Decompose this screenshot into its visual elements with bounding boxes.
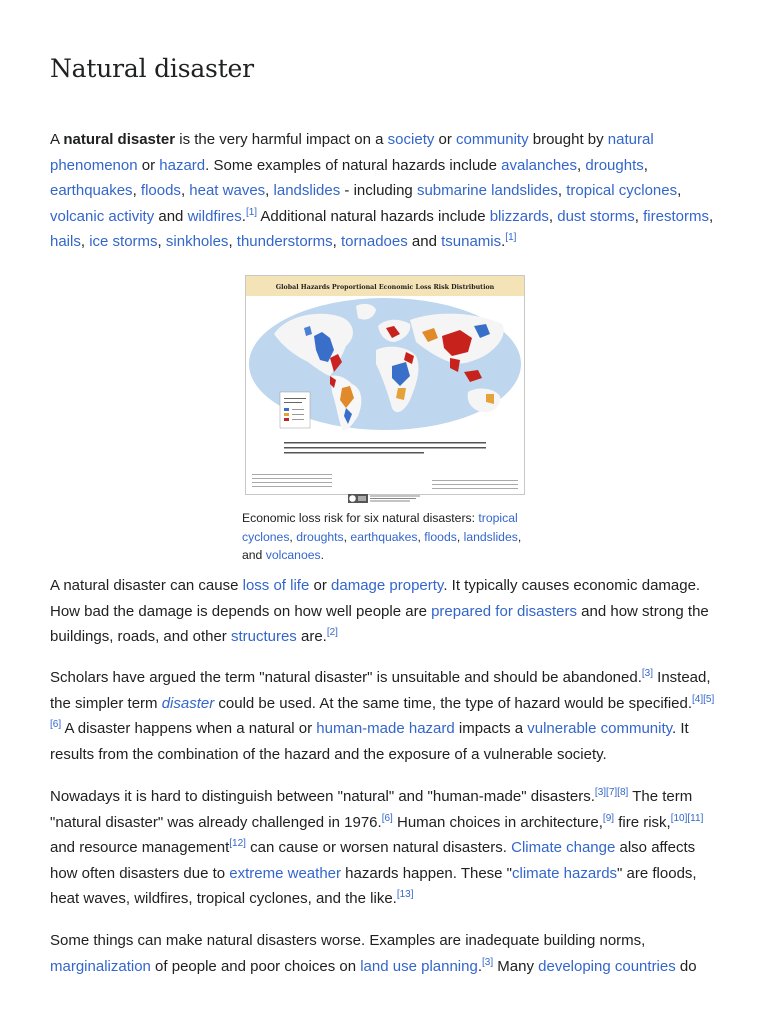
- link-tropical-cyclones[interactable]: tropical cyclones: [566, 182, 678, 199]
- text: is the very harmful impact on a: [175, 131, 388, 148]
- citation-link[interactable]: [13]: [396, 889, 414, 900]
- link-submarine-landslides[interactable]: submarine landslides: [416, 182, 558, 199]
- caption-text: .: [320, 548, 325, 562]
- text: or: [434, 131, 457, 148]
- text: of people and poor choices on: [150, 957, 361, 975]
- caption-link-droughts[interactable]: droughts: [296, 529, 344, 544]
- text: . It results from the combination of the hazard and the exposure of a vulnerable society.: [50, 720, 689, 763]
- text: ,: [80, 233, 90, 250]
- citation-link[interactable]: [3]: [594, 787, 607, 798]
- text: and: [407, 233, 442, 250]
- text: can cause or worsen natural disasters.: [245, 839, 512, 856]
- text: or: [137, 156, 160, 174]
- link-droughts[interactable]: droughts: [585, 156, 644, 174]
- link-human-made-hazard[interactable]: human-made hazard: [316, 720, 455, 737]
- caption-text: Economic loss risk for six natural disasters:: [242, 511, 479, 525]
- text: and how strong the buildings, roads, and other: [50, 602, 709, 645]
- text: ,: [634, 207, 644, 225]
- citation-link[interactable]: [11]: [687, 812, 704, 824]
- text: . It typically causes economic damage. How bad the damage is depends on how well people are: [50, 577, 701, 620]
- paragraph-terminology: [50, 665, 720, 767]
- bold-term: natural disaster: [63, 131, 176, 148]
- text: Nowadays it is hard to distinguish between "natural" and "human-made" disasters.: [50, 788, 595, 805]
- text: ,: [557, 182, 567, 199]
- figure-caption: [242, 509, 532, 565]
- link-blizzards[interactable]: blizzards: [489, 207, 549, 225]
- caption-link-volcanoes[interactable]: volcanoes: [265, 548, 321, 562]
- link-heat-waves[interactable]: heat waves: [189, 182, 266, 199]
- citation-link[interactable]: [2]: [326, 627, 338, 638]
- text: A disaster happens when a natural or: [61, 720, 317, 737]
- text: ,: [677, 182, 682, 199]
- link-structures[interactable]: structures: [230, 628, 297, 645]
- text: .: [501, 233, 506, 250]
- link-society[interactable]: society: [387, 131, 435, 148]
- text: Many: [493, 957, 539, 975]
- paragraph-worsening-factors: [50, 928, 720, 979]
- text: A natural disaster can cause: [50, 577, 243, 594]
- citation-link[interactable]: [1]: [245, 206, 258, 218]
- link-hails[interactable]: hails: [50, 233, 81, 250]
- text: ,: [157, 233, 166, 250]
- text: Human choices in architecture,: [392, 813, 603, 831]
- citation-link[interactable]: [9]: [602, 812, 615, 824]
- link-tsunamis[interactable]: tsunamis: [441, 233, 502, 250]
- link-vulnerable-community[interactable]: vulnerable community: [527, 720, 673, 737]
- link-dust-storms[interactable]: dust storms: [557, 207, 635, 225]
- text: Scholars have argued the term "natural disaster" is unsuitable and should be abandoned.: [50, 669, 642, 686]
- text: The term "natural disaster" was already challenged in 1976.: [50, 788, 693, 831]
- caption-link-tropical-cyclones[interactable]: tropical cyclones: [242, 511, 518, 544]
- text: ,: [643, 156, 648, 174]
- link-natural-phenomenon[interactable]: natural phenomenon: [50, 131, 654, 174]
- page-title: Natural disaster: [50, 54, 254, 83]
- citation-link[interactable]: [3]: [482, 956, 494, 968]
- text: .: [241, 207, 246, 225]
- text: ,: [708, 207, 714, 225]
- link-floods[interactable]: floods: [140, 182, 181, 199]
- text: " are floods, heat waves, wildfires, tropical cyclones, and the like.: [50, 864, 697, 907]
- text: ,: [228, 233, 237, 250]
- link-ice-storms[interactable]: ice storms: [89, 233, 158, 250]
- license-badge-icon: [348, 494, 422, 503]
- text: are.: [296, 628, 327, 645]
- citation-link[interactable]: [6]: [381, 812, 393, 824]
- citation-link[interactable]: [3]: [641, 668, 653, 679]
- caption-link-floods[interactable]: floods: [424, 529, 457, 544]
- text: ,: [180, 182, 190, 199]
- citation-link[interactable]: [12]: [229, 838, 246, 849]
- text: do: [675, 957, 697, 975]
- link-developing-countries[interactable]: developing countries: [538, 957, 676, 975]
- citation-link[interactable]: [1]: [505, 232, 517, 243]
- link-land-use-planning[interactable]: land use planning: [360, 957, 478, 975]
- caption-text: ,: [343, 529, 351, 544]
- citation-link[interactable]: [10]: [670, 812, 688, 824]
- text: . Some examples of natural hazards include: [205, 156, 502, 174]
- text: brought by: [528, 131, 608, 148]
- paragraph-damage: [50, 573, 720, 650]
- citation-link[interactable]: [5]: [703, 693, 715, 705]
- link-sinkholes[interactable]: sinkholes: [165, 233, 229, 250]
- text: Additional natural hazards include: [257, 207, 490, 225]
- link-wildfires[interactable]: wildfires: [187, 207, 242, 225]
- text: and resource management: [50, 839, 230, 856]
- caption-link-landslides[interactable]: landslides: [463, 529, 518, 544]
- caption-text: ,: [456, 529, 464, 544]
- hazard-map-image[interactable]: [245, 275, 525, 495]
- citation-link[interactable]: [6]: [50, 719, 62, 730]
- link-loss-of-life[interactable]: loss of life: [242, 577, 310, 594]
- link-climate-change[interactable]: Climate change: [511, 839, 616, 856]
- text: A: [50, 131, 64, 148]
- text: or: [309, 577, 332, 594]
- text: ,: [265, 182, 274, 199]
- paragraph-human-made: [50, 784, 720, 912]
- text: could be used. At the same time, the type of hazard would be specified.: [214, 694, 693, 712]
- text: Instead, the simpler term: [50, 669, 711, 712]
- text: ,: [548, 207, 558, 225]
- link-hazard[interactable]: hazard: [159, 156, 206, 174]
- citation-link[interactable]: [8]: [617, 787, 629, 798]
- text: .: [477, 957, 482, 975]
- text: and: [154, 207, 188, 225]
- link-volcanic-activity[interactable]: volcanic activity: [50, 207, 155, 225]
- link-avalanches[interactable]: avalanches: [501, 156, 578, 174]
- caption-link-earthquakes[interactable]: earthquakes: [350, 529, 418, 544]
- text: also affects how often disasters due to: [50, 839, 696, 882]
- caption-text: ,: [417, 529, 425, 544]
- link-disaster[interactable]: disaster: [161, 694, 215, 712]
- link-marginalization[interactable]: marginalization: [50, 957, 151, 975]
- text: hazards happen. These ": [341, 864, 512, 882]
- text: - including: [340, 182, 417, 199]
- paragraph-intro: [50, 127, 720, 255]
- link-prepared-for-disasters[interactable]: prepared for disasters: [431, 602, 577, 620]
- text: Some things can make natural disasters worse. Examples are inadequate building norms,: [50, 932, 646, 949]
- map-title: Global Hazards Proportional Economic Loss Risk Distribution: [275, 284, 495, 291]
- citation-link[interactable]: [7]: [606, 787, 618, 798]
- text: ,: [577, 156, 586, 174]
- link-thunderstorms[interactable]: thunderstorms: [236, 233, 333, 250]
- link-landslides[interactable]: landslides: [273, 182, 341, 199]
- link-extreme-weather[interactable]: extreme weather: [229, 864, 341, 882]
- text: ,: [332, 233, 341, 250]
- text: ,: [132, 182, 141, 199]
- text: impacts a: [454, 720, 528, 737]
- text: fire risk,: [614, 813, 671, 831]
- citation-link[interactable]: [4]: [692, 693, 704, 705]
- caption-text: ,: [289, 529, 297, 544]
- link-tornadoes[interactable]: tornadoes: [341, 233, 408, 250]
- link-climate-hazards[interactable]: climate hazards: [512, 864, 618, 882]
- link-earthquakes[interactable]: earthquakes: [50, 182, 133, 199]
- link-damage-property[interactable]: damage property: [331, 577, 444, 594]
- caption-text: , and: [242, 529, 522, 562]
- link-firestorms[interactable]: firestorms: [643, 207, 709, 225]
- link-community[interactable]: community: [456, 131, 529, 148]
